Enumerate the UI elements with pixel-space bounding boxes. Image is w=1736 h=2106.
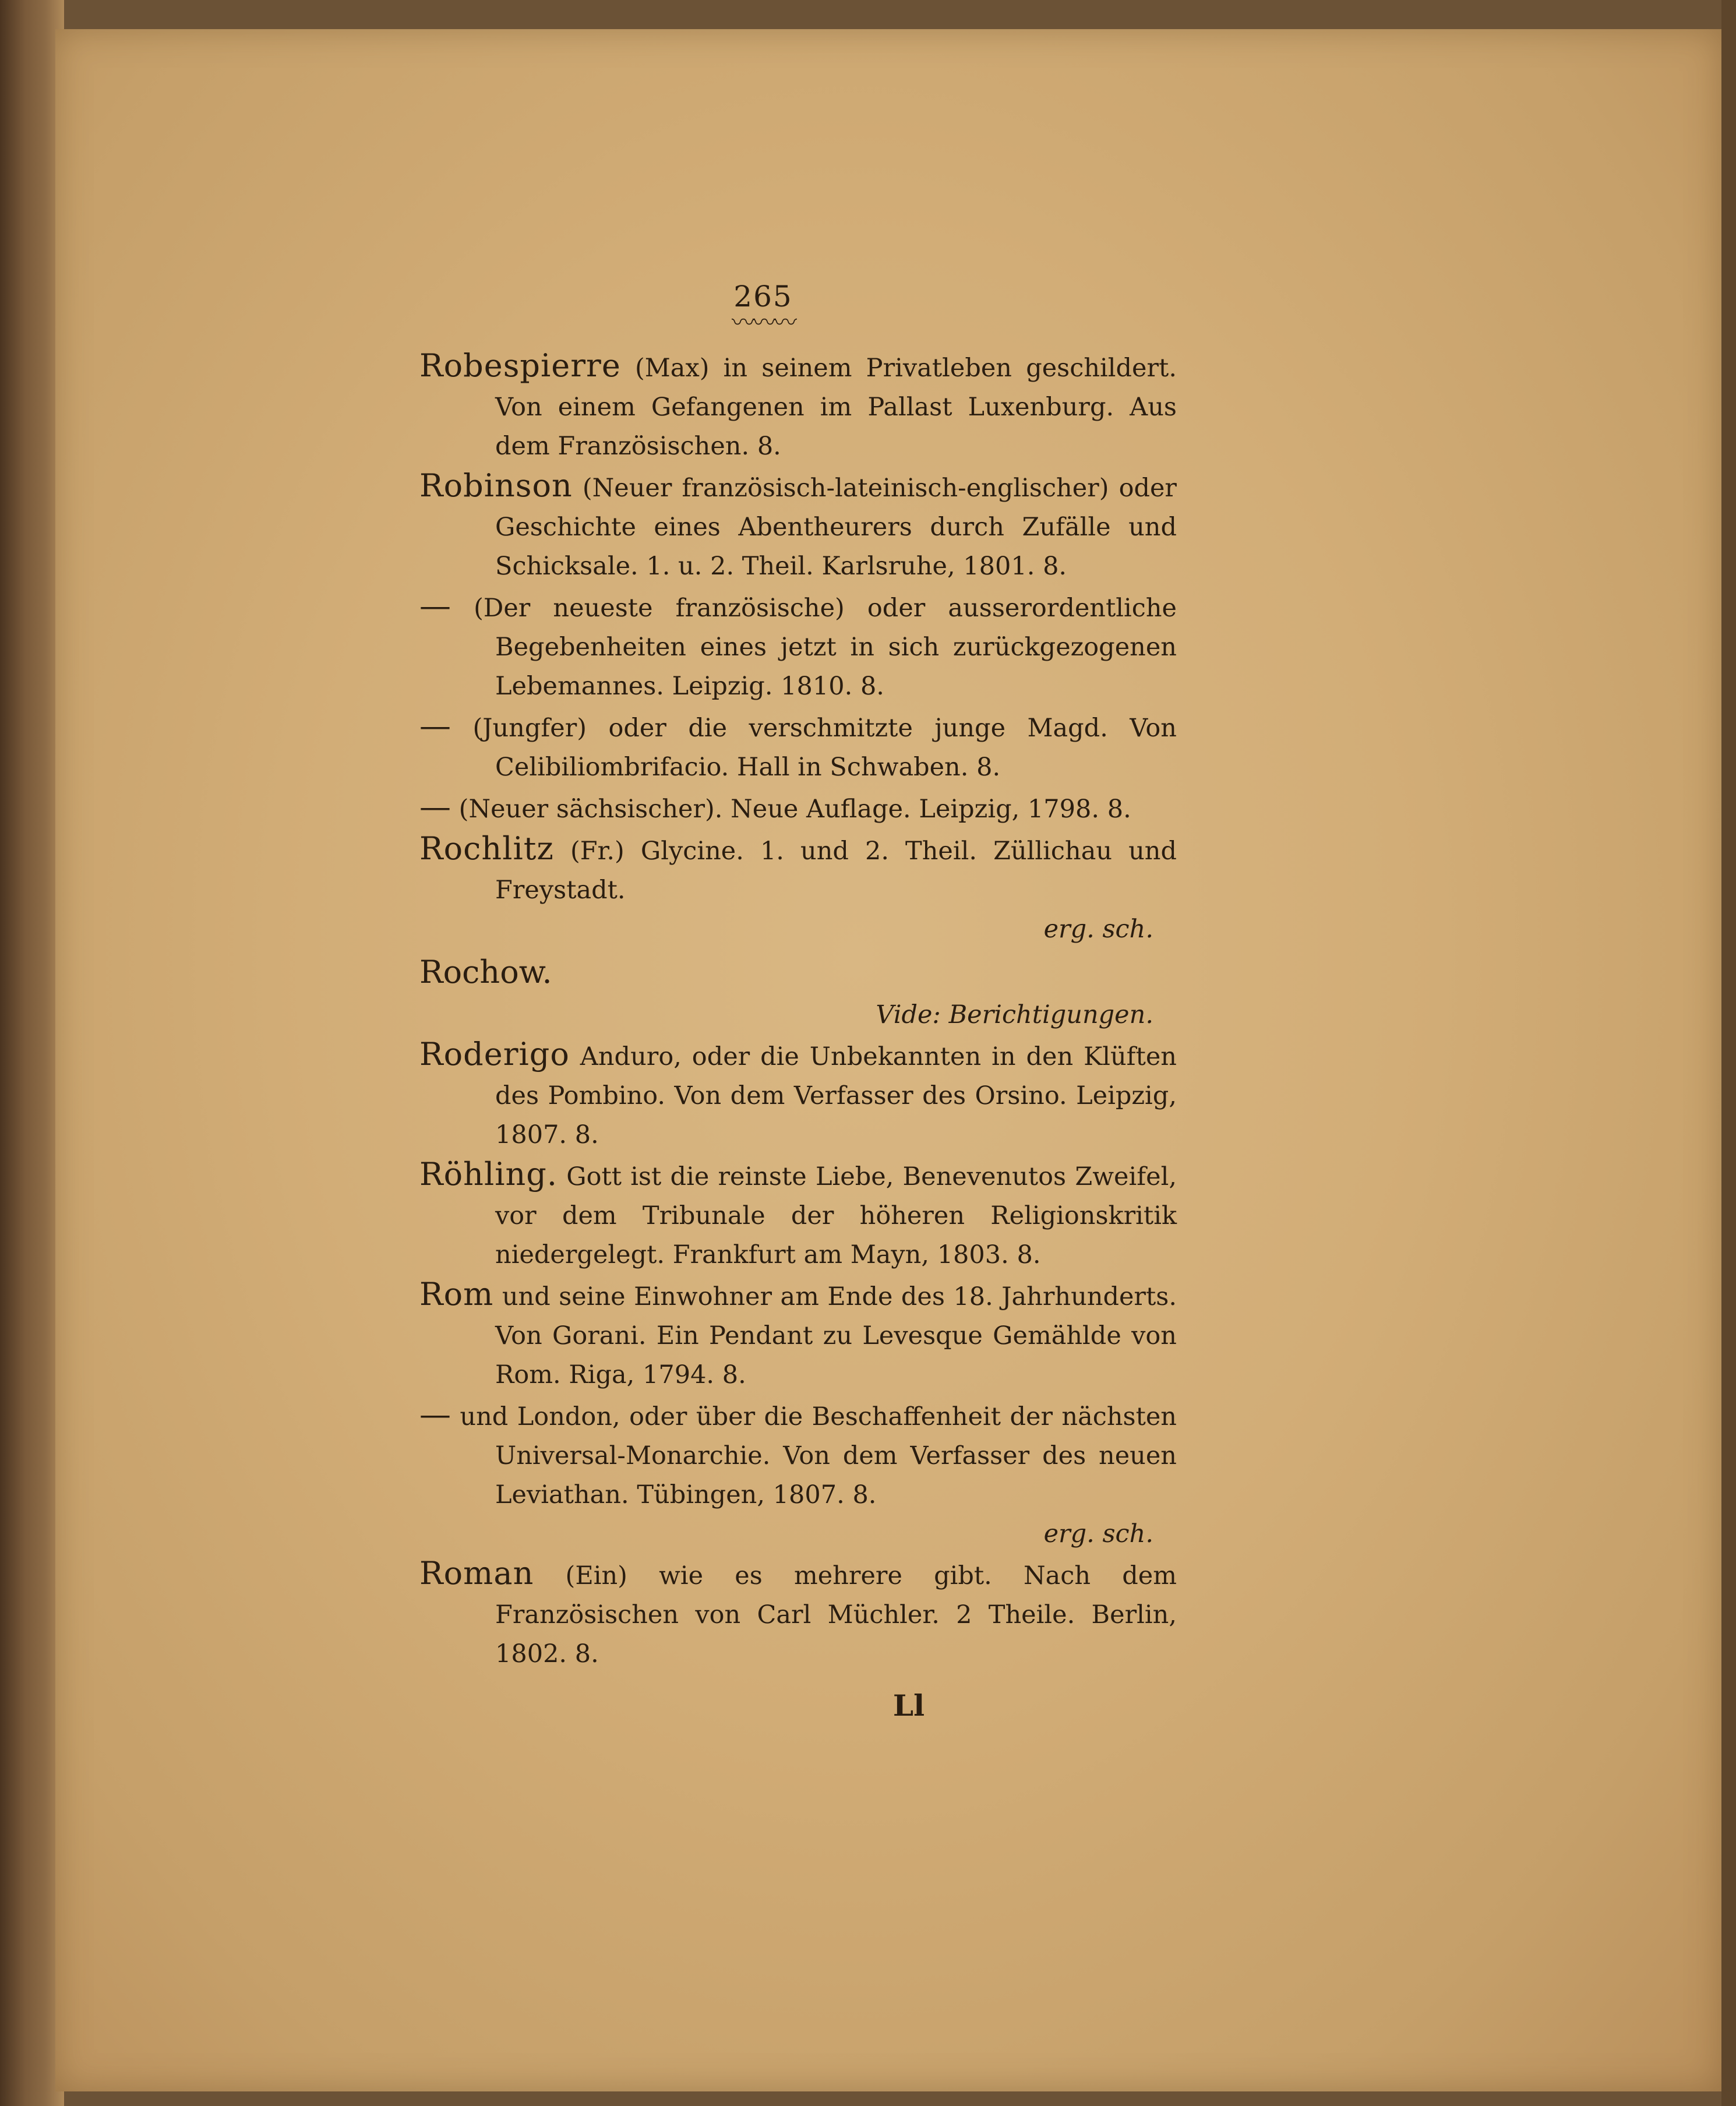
entry-text: (Jungfer) oder die verschmitzte junge Magd. Von Celibiliombrifacio. Hall in Schwaben. 8. [472,714,1177,782]
entry-head: Rom [419,1276,494,1313]
page-content [419,280,1177,1732]
entry-rom [419,1275,1177,1395]
entry-robinson-neueste [419,586,1177,706]
entry-text: (Der neueste französische) oder ausserordentliche Begebenheiten eines jetzt in sich zurückgezogenen Lebemannes. Leipzig. 1810. 8. [474,594,1177,701]
entry-text: (Ein) wie es mehrere gibt. Nach dem Französischen von Carl Müchler. 2 Theile. Berlin, 1802. 8. [495,1561,1177,1668]
entry-head: Roderigo [419,1036,570,1073]
entry-robinson-jungfer [419,706,1177,787]
page-edge [1721,0,1736,2106]
entry-text: (Neuer sächsischer). Neue Auflage. Leipzig, 1798. 8. [458,795,1131,824]
entry-head: Robinson [419,467,573,504]
entry-robespierre [419,346,1177,466]
entry-note: erg. sch. [1043,1519,1153,1548]
entry-text: und seine Einwohner am Ende des 18. Jahrhunderts. Von Gorani. Ein Pendant zu Levesque Gemählde von Rom. Riga, 1794. 8. [495,1282,1177,1389]
entry-dash: — [419,1396,451,1433]
page-number: 265 [733,280,793,313]
entry-dash: — [419,587,451,624]
entry-note: erg. sch. [1043,915,1153,944]
entry-text: (Fr.) Glycine. 1. und 2. Theil. Züllichau und Freystadt. [495,837,1177,905]
entry-dash: — [419,707,451,744]
entry-text: (Neuer französisch-lateinisch-englischer) oder Geschichte eines Abentheurers durch Zufälle und Schicksale. 1. u. 2. Theil. Karlsruhe, 1801. 8. [495,474,1177,581]
entry-text: (Max) in seinem Privatleben geschildert. Von einem Gefangenen im Pallast Luxenburg. Aus dem Französischen. 8. [495,354,1177,461]
ornament-divider: 〰〰〰 [732,309,795,336]
entry-head: Roman [419,1555,534,1592]
entry-robinson [419,466,1177,586]
entry-roehling [419,1155,1177,1275]
entry-note: Vide: Berichtigungen. [876,1000,1153,1029]
entry-head: Robespierre [419,347,621,384]
entry-head: Röhling. [419,1156,558,1193]
book-spine [0,0,64,2106]
entry-text: Anduro, oder die Unbekannten in den Klüften des Pombino. Von dem Verfasser des Orsino. Leipzig, 1807. 8. [495,1042,1177,1149]
entry-robinson-saechsisch [419,787,1177,829]
entry-head: Rochlitz [419,830,554,867]
entry-roman [419,1554,1177,1674]
entry-text: und London, oder über die Beschaffenheit der nächsten Universal-Monarchie. Von dem Verfasser des neuen Leviathan. Tübingen, 1807. 8. [460,1402,1177,1509]
entry-roderigo [419,1035,1177,1155]
entry-rochlitz [419,829,1177,910]
entry-rochow: Rochow. [419,954,552,990]
entry-text: Gott ist die reinste Liebe, Benevenutos Zweifel, vor dem Tribunale der höheren Religionskritik niedergelegt. Frankfurt am Mayn, 1803. 8. [495,1162,1177,1269]
printer-signature: Ll [892,1688,925,1723]
entry-dash: — [419,788,451,825]
entry-rom-london [419,1395,1177,1515]
